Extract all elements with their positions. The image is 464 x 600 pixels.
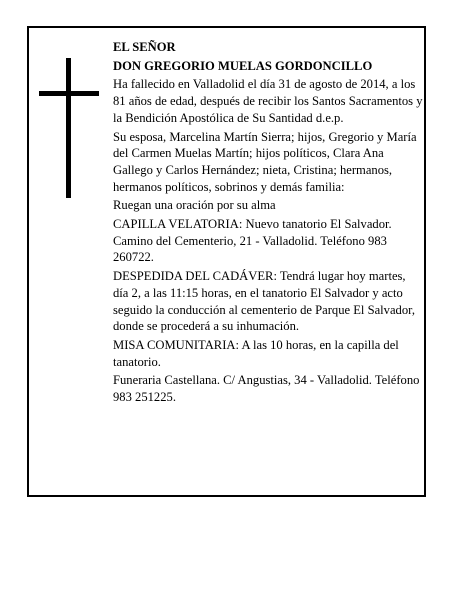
- prayer-request: Ruegan una oración por su alma: [113, 198, 276, 213]
- chapel-info: CAPILLA VELATORIA: Nuevo tanatorio El Salvador. Camino del Cementerio, 21 - Valladolid. Teléfono 983 260722.: [113, 217, 392, 265]
- obituary-notice: [27, 26, 426, 497]
- death-announcement: Ha fallecido en Valladolid el día 31 de agosto de 2014, a los 81 años de edad, después de recibir los Santos Sacramentos y la Bendición Apostólica de Su Santidad d.e.p.: [113, 77, 423, 125]
- title-line-1: EL SEÑOR: [113, 40, 176, 54]
- farewell-info: DESPEDIDA DEL CADÁVER: Tendrá lugar hoy martes, día 2, a las 11:15 horas, en el tanatorio El Salvador y acto seguido la conducción al cementerio de Parque El Salvador, donde se procederá a su inhumación.: [113, 269, 415, 334]
- mass-info: MISA COMUNITARIA: A las 10 horas, en la capilla del tanatorio.: [113, 337, 399, 369]
- obituary-text: [113, 39, 423, 408]
- deceased-name: DON GREGORIO MUELAS GORDONCILLO: [113, 58, 373, 73]
- cross-icon: [39, 58, 99, 198]
- funeral-home-info: Funeraria Castellana. C/ Angustias, 34 - Valladolid. Teléfono 983 251225.: [113, 373, 420, 405]
- family-list: Su esposa, Marcelina Martín Sierra; hijos, Gregorio y María del Carmen Muelas Martín; hijos políticos, Clara Ana Gallego y Carlos Hernández; nieta, Cristina; hermanos, hermanos políticos, sobrinos y demás familia:: [113, 129, 417, 194]
